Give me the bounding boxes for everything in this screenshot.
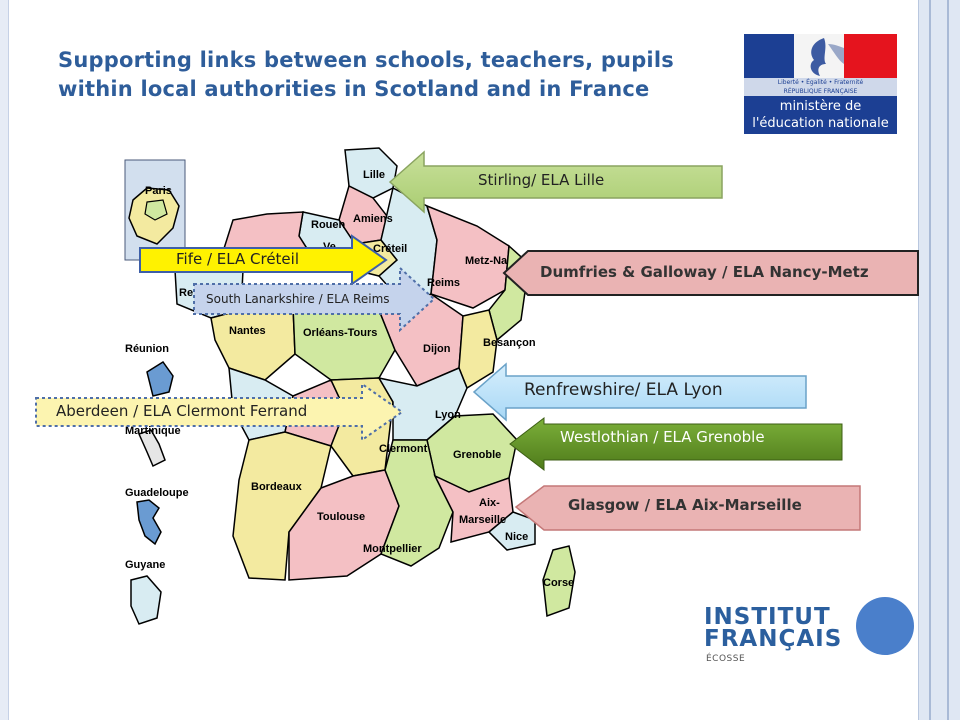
institut-francais-logo — [704, 604, 843, 667]
title-line-1: Supporting links between schools, teachers, pupils — [58, 48, 674, 72]
frame-stripe — [947, 0, 949, 720]
link-label-renfrewshire: Renfrewshire/ ELA Lyon — [524, 380, 723, 400]
ministry-line-1: ministère de — [779, 99, 862, 114]
map-label-creteil: Créteil — [373, 243, 408, 255]
map-label-nice: Nice — [505, 531, 529, 543]
marianne-icon — [794, 34, 844, 78]
flag-blue-band — [744, 34, 794, 78]
ministere-logo — [744, 34, 897, 134]
slide-title — [58, 46, 738, 104]
link-label-stirling: Stirling/ ELA Lille — [478, 171, 605, 189]
map-label-lyon: Lyon — [435, 409, 461, 421]
map-label-bordeaux: Bordeaux — [251, 481, 302, 493]
ministry-name-box — [744, 96, 897, 134]
map-label-reunion: Réunion — [125, 343, 169, 355]
link-label-south-lanarkshire: South Lanarkshire / ELA Reims — [206, 292, 390, 306]
map-label-guyane: Guyane — [125, 559, 166, 571]
link-label-westlothian: Westlothian / ELA Grenoble — [560, 428, 765, 446]
map-label-clermont: Clermont — [379, 443, 428, 455]
link-label-glasgow: Glasgow / ELA Aix-Marseille — [568, 496, 802, 514]
map-label-amiens: Amiens — [353, 213, 393, 225]
map-label-paris: Paris — [145, 185, 172, 197]
decorative-circle — [856, 597, 914, 655]
motto-text: Liberté • Égalité • Fraternité — [777, 79, 864, 86]
map-label-lille: Lille — [363, 169, 386, 181]
institut-line-2: FRANÇAIS — [704, 626, 843, 652]
map-label-grenoble: Grenoble — [453, 449, 502, 461]
map-label-toulouse: Toulouse — [317, 511, 366, 523]
map-label-aix-1: Aix- — [479, 497, 500, 509]
republic-caption — [744, 78, 897, 96]
link-label-dumfries: Dumfries & Galloway / ELA Nancy-Metz — [540, 263, 869, 281]
frame-stripe — [929, 0, 931, 720]
map-label-corse: Corse — [543, 577, 575, 589]
ministry-line-2: l'éducation nationale — [752, 116, 889, 131]
slide-frame-left — [0, 0, 9, 720]
republic-text: RÉPUBLIQUE FRANÇAISE — [783, 88, 858, 95]
map-label-nantes: Nantes — [229, 325, 266, 337]
map-label-dijon: Dijon — [423, 343, 451, 355]
map-label-rennes: Re — [179, 287, 194, 299]
link-label-aberdeen: Aberdeen / ELA Clermont Ferrand — [56, 402, 308, 420]
title-line-2: within local authorities in Scotland and in France — [58, 77, 650, 101]
map-label-rouen: Rouen — [311, 219, 346, 231]
slide-frame-right — [918, 0, 960, 720]
map-label-reims: Reims — [427, 277, 461, 289]
institut-line-1: INSTITUT — [704, 604, 831, 630]
map-label-besancon: Besançon — [483, 337, 536, 349]
map-label-montpellier: Montpellier — [363, 543, 422, 555]
link-label-fife: Fife / ELA Créteil — [176, 250, 299, 268]
map-label-metz: Metz-Na — [465, 255, 508, 267]
map-label-orleans: Orléans-Tours — [303, 327, 378, 339]
map-label-martinique: Martinique — [125, 425, 181, 437]
institut-line-3: ÉCOSSE — [706, 654, 746, 664]
map-label-guadeloupe: Guadeloupe — [125, 487, 189, 499]
map-label-aix-2: Marseille — [459, 514, 507, 526]
flag-white-band — [794, 34, 844, 78]
flag-red-band — [844, 34, 897, 78]
